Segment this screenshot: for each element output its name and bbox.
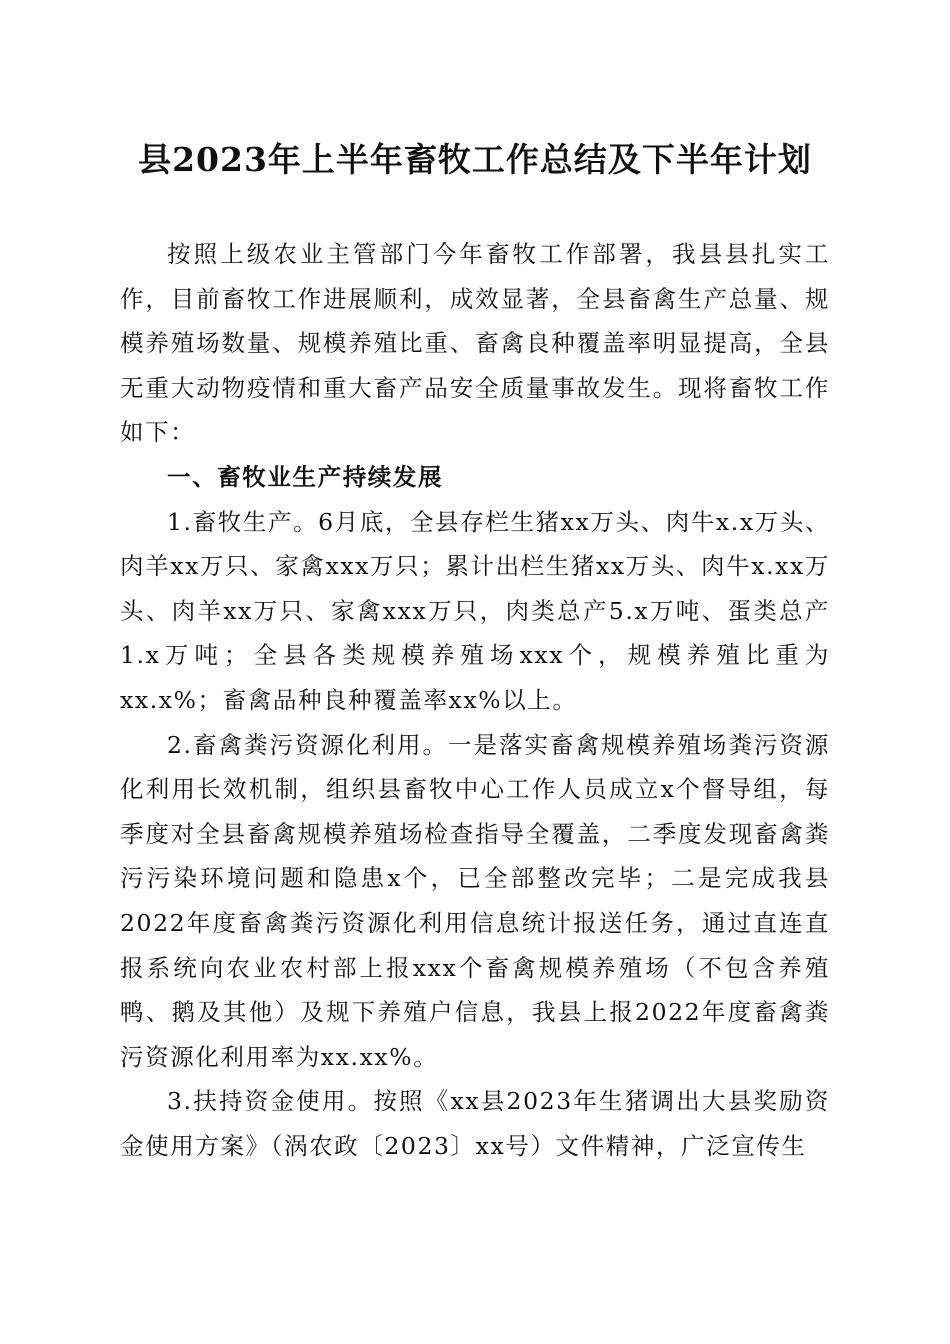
- document-body: [120, 232, 830, 1168]
- list-item: 2.畜禽粪污资源化利用。一是落实畜禽规模养殖场粪污资源化利用长效机制，组织县畜牧中心工作人员成立x个督导组，每季度对全县畜禽规模养殖场检查指导全覆盖，二季度发现畜禽粪污污染环境问题和隐患x个，已全部整改完毕；二是完成我县2022年度畜禽粪污资源化利用信息统计报送任务，通过直连直报系统向农业农村部上报xxx个畜禽规模养殖场（不包含养殖鸭、鹅及其他）及规下养殖户信息，我县上报2022年度畜禽粪污资源化利用率为xx.xx%。: [120, 730, 830, 1071]
- section-heading: 一、畜牧业生产持续发展: [167, 462, 444, 491]
- intro-paragraph: 按照上级农业主管部门今年畜牧工作部署，我县县扎实工作，目前畜牧工作进展顺利，成效显著，全县畜禽生产总量、规模养殖场数量、规模养殖比重、畜禽良种覆盖率明显提高，全县无重大动物疫情和重大畜产品安全质量事故发生。现将畜牧工作如下：: [120, 240, 830, 447]
- list-item: 1.畜牧生产。6月底，全县存栏生猪xx万头、肉牛x.x万头、肉羊xx万只、家禽xxx万只；累计出栏生猪xx万头、肉牛x.xx万头、肉羊xx万只、家禽xxx万只，肉类总产5.x万吨、蛋类总产1.x万吨；全县各类规模养殖场xxx个，规模养殖比重为xx.x%；畜禽品种良种覆盖率xx%以上。: [120, 507, 830, 714]
- document-title: 县2023年上半年畜牧工作总结及下半年计划: [138, 140, 812, 179]
- list-item: 3.扶持资金使用。按照《xx县2023年生猪调出大县奖励资金使用方案》（涡农政〔2023〕xx号）文件精神，广泛宣传生: [120, 1087, 830, 1160]
